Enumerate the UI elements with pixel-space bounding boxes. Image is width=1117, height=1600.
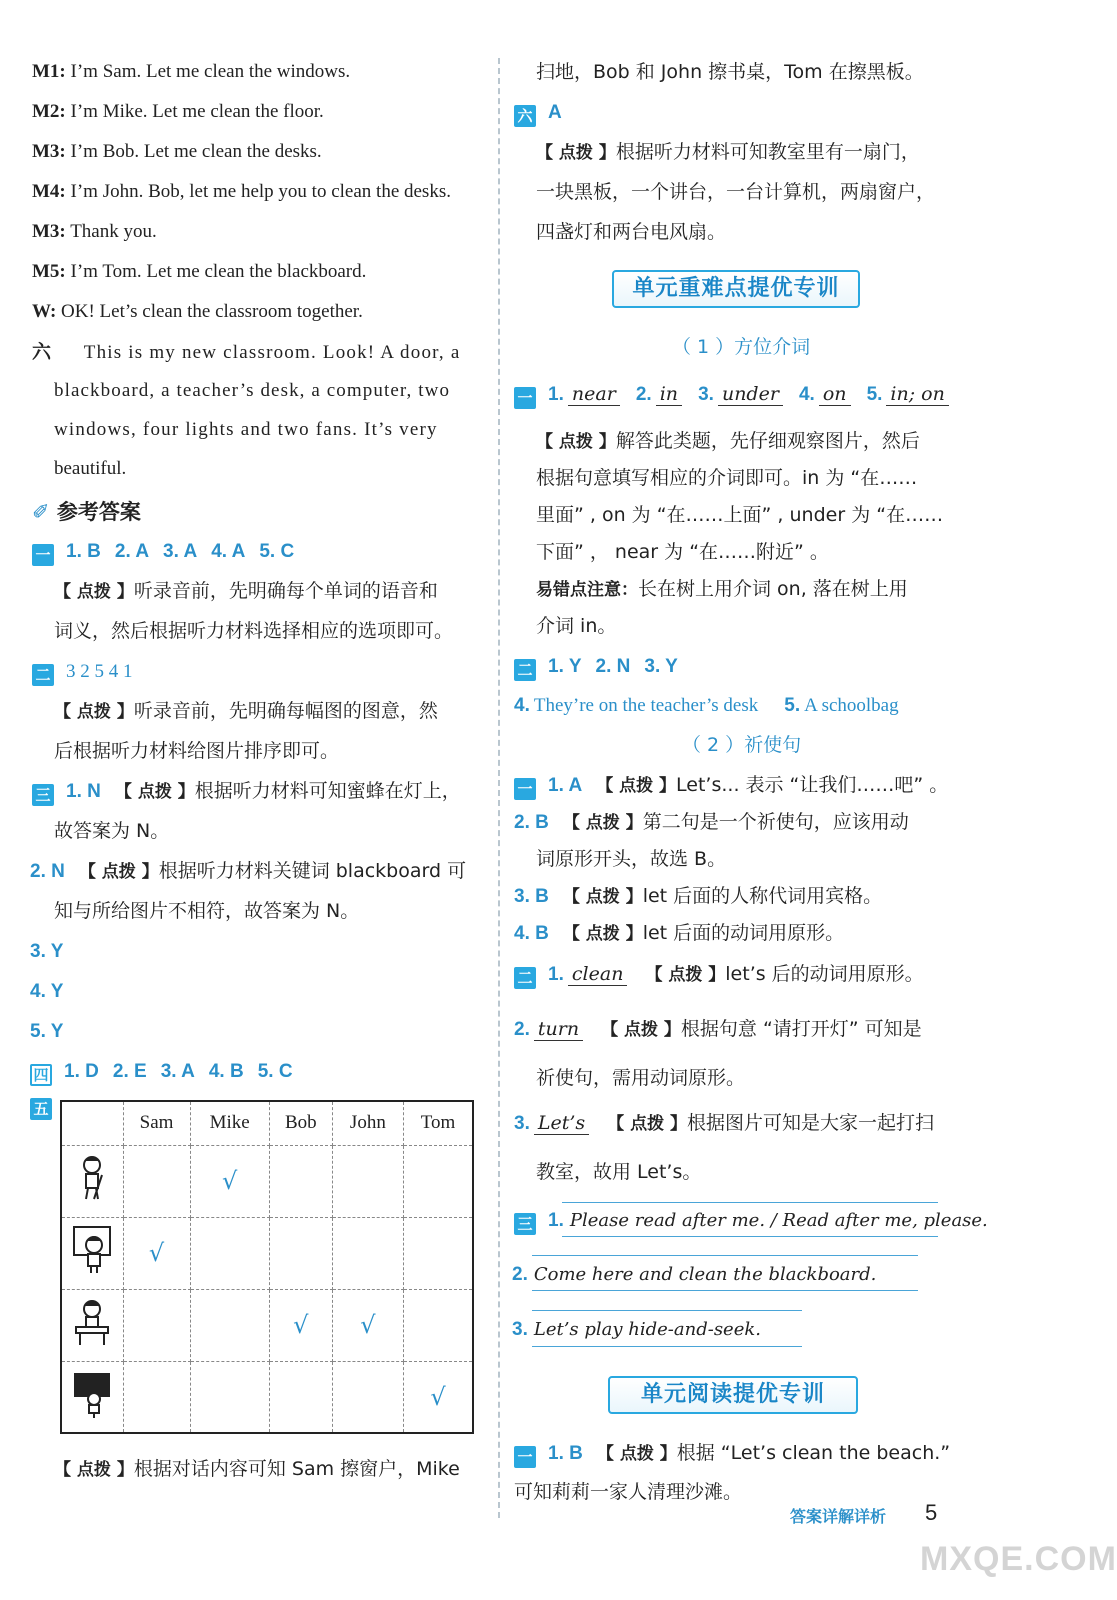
table-row bbox=[61, 1217, 473, 1289]
dialogue-line-1: M1: I’m Sam. Let me clean the windows. bbox=[32, 61, 351, 82]
imp3-q2: 2. Come here and clean the blackboard. bbox=[512, 1264, 877, 1285]
tip-five: 【 点拨 】根据对话内容可知 Sam 擦窗户，Mike bbox=[54, 1458, 460, 1480]
table-cell bbox=[269, 1361, 332, 1433]
imp3-q1: 三 1. Please read after me. / Read after me, please. bbox=[514, 1206, 988, 1235]
tip-prep-line-4: 下面” ， near 为 “在……附近” 。 bbox=[536, 541, 829, 563]
section-marker-imp-one: 一 bbox=[514, 778, 536, 800]
table-cell bbox=[332, 1145, 403, 1217]
table-cell: √ bbox=[269, 1289, 332, 1361]
table-header-tom: Tom bbox=[403, 1101, 473, 1145]
answer-three-q1: 三 1. N 【 点拨 】根据听力材料可知蜜蜂在灯上， bbox=[32, 777, 461, 806]
section-marker-six-answer: 六 bbox=[514, 105, 536, 127]
section-marker-imp-three: 三 bbox=[514, 1213, 536, 1235]
answer-four-row: 四 1. D 2. E 3. A 4. B 5. C bbox=[30, 1057, 307, 1086]
prep2-answers-row: 二 1. Y 2. N 3. Y bbox=[514, 652, 692, 681]
picture-cell bbox=[61, 1289, 123, 1361]
answer-three-q2: 2. N 【 点拨 】根据听力材料关键词 blackboard 可 bbox=[30, 860, 467, 882]
tip-two-line-1: 【 点拨 】听录音前，先明确每幅图的图意，然 bbox=[54, 700, 438, 722]
section-header-key-points: 单元重难点提优专训 bbox=[612, 270, 860, 308]
table-header-row bbox=[61, 1101, 473, 1145]
table-row bbox=[61, 1361, 473, 1433]
page-number: 5 bbox=[925, 1500, 938, 1525]
table-cell bbox=[403, 1217, 473, 1289]
dialogue-line-5: M3: Thank you. bbox=[32, 221, 157, 242]
section-marker-two: 二 bbox=[32, 664, 54, 686]
imp1-q4: 4. B 【 点拨 】let 后面的动词用原形。 bbox=[514, 922, 845, 944]
imp2-q3-cont: 教室，故用 Let’s。 bbox=[536, 1161, 702, 1183]
writing-rule bbox=[562, 1236, 938, 1237]
table-cell: √ bbox=[190, 1145, 269, 1217]
table-cell bbox=[123, 1289, 190, 1361]
answer-three-q2-cont: 知与所给图片不相符，故答案为 N。 bbox=[54, 900, 360, 922]
cleaning-task-table bbox=[60, 1100, 474, 1434]
footer-logo: 答案详解详析 bbox=[790, 1507, 887, 1526]
writing-rule bbox=[532, 1310, 802, 1311]
tip-six-line-1: 【 点拨 】根据听力材料可知教室里有一扇门， bbox=[536, 141, 920, 163]
tip-prep-line-2: 根据句意填写相应的介词即可。in 为 “在…… bbox=[536, 467, 918, 489]
imp2-q1: 二 1. clean 【 点拨 】let’s 后的动词用原形。 bbox=[514, 960, 924, 989]
table-cell bbox=[190, 1361, 269, 1433]
table-cell bbox=[403, 1145, 473, 1217]
dialogue-line-2: M2: I’m Mike. Let me clean the floor. bbox=[32, 101, 324, 122]
section-marker-prep-one: 一 bbox=[514, 387, 536, 409]
table-cell bbox=[123, 1145, 190, 1217]
table-row bbox=[61, 1289, 473, 1361]
imp2-q2: 2. turn 【 点拨 】根据句意 “请打开灯” 可知是 bbox=[514, 1018, 922, 1040]
boy-window-icon bbox=[72, 1225, 112, 1275]
table-row bbox=[61, 1145, 473, 1217]
table-cell: √ bbox=[123, 1217, 190, 1289]
table-cell bbox=[332, 1217, 403, 1289]
reading-q1-cont: 可知莉莉一家人清理沙滩。 bbox=[514, 1481, 743, 1503]
table-cell bbox=[269, 1217, 332, 1289]
imp1-q2: 2. B 【 点拨 】第二句是一个祈使句，应该用动 bbox=[514, 811, 909, 833]
reading-q1: 一 1. B 【 点拨 】根据 “Let’s clean the beach.” bbox=[514, 1439, 950, 1468]
writing-rule bbox=[562, 1202, 938, 1203]
writing-rule bbox=[532, 1346, 802, 1347]
prep-answers-row: 一 1. near 2. in 3. under 4. on 5. in; on bbox=[514, 380, 949, 409]
passage-line-4: beautiful. bbox=[54, 458, 127, 479]
dialogue-line-6: M5: I’m Tom. Let me clean the blackboard. bbox=[32, 261, 367, 282]
table-cell bbox=[403, 1289, 473, 1361]
tip-prep-line-1: 【 点拨 】解答此类题，先仔细观察图片，然后 bbox=[536, 430, 920, 452]
section-marker-four: 四 bbox=[30, 1064, 52, 1086]
tip-six-line-2: 一块黑板，一个讲台，一台计算机，两扇窗户， bbox=[536, 181, 936, 203]
answer-three-q4: 4. Y bbox=[30, 981, 64, 1002]
tip-prep-line-3: 里面” , on 为 “在……上面” , under 为 “在…… bbox=[536, 504, 944, 526]
passage-line-2: blackboard, a teacher’s desk, a computer, two bbox=[54, 380, 451, 401]
table-header-bob: Bob bbox=[269, 1101, 332, 1145]
prep2-answers-row-2: 4. They’re on the teacher’s desk 5. A schoolbag bbox=[514, 695, 899, 716]
writing-rule bbox=[532, 1290, 918, 1291]
imp1-q1: 一 1. A 【 点拨 】Let’s... 表示 “让我们……吧” 。 bbox=[514, 771, 948, 800]
dialogue-line-3: M3: I’m Bob. Let me clean the desks. bbox=[32, 141, 322, 162]
passage-line-3: windows, four lights and two fans. It’s very bbox=[54, 419, 438, 440]
section-marker-reading-one: 一 bbox=[514, 1446, 536, 1468]
tip-one-line-1: 【 点拨 】听录音前，先明确每个单词的语音和 bbox=[54, 580, 438, 602]
subsection-prepositions: （ 1 ）方位介词 bbox=[672, 336, 811, 358]
boy-desk-icon bbox=[72, 1297, 112, 1347]
table-cell: √ bbox=[332, 1289, 403, 1361]
boy-sweeping-icon bbox=[72, 1153, 112, 1203]
writing-rule bbox=[532, 1255, 918, 1256]
answer-six-row: 六 A bbox=[514, 98, 576, 127]
section-marker-five: 五 bbox=[30, 1098, 52, 1120]
table-cell bbox=[269, 1145, 332, 1217]
subsection-imperatives: （ 2 ）祈使句 bbox=[682, 734, 802, 756]
table-header-john: John bbox=[332, 1101, 403, 1145]
section-marker-imp-two: 二 bbox=[514, 967, 536, 989]
column-divider bbox=[498, 58, 500, 1518]
table-cell bbox=[190, 1217, 269, 1289]
tip-two-line-2: 后根据听力材料给图片排序即可。 bbox=[54, 740, 340, 762]
dialogue-line-4: M4: I’m John. Bob, let me help you to clean the desks. bbox=[32, 181, 451, 202]
paperclip-icon: ✐ bbox=[32, 500, 50, 524]
blackboard-icon bbox=[72, 1369, 112, 1419]
passage-six: 六 This is my new classroom. Look! A door, a bbox=[32, 341, 461, 363]
table-cell bbox=[332, 1361, 403, 1433]
table-corner-cell bbox=[61, 1101, 123, 1145]
answer-two-row: 二 3 2 5 4 1 bbox=[32, 657, 147, 686]
imp3-q3: 3. Let’s play hide-and-seek. bbox=[512, 1319, 761, 1340]
continued-tip-line: 扫地，Bob 和 John 擦书桌，Tom 在擦黑板。 bbox=[536, 61, 924, 83]
table-header-mike: Mike bbox=[190, 1101, 269, 1145]
section-marker-three: 三 bbox=[32, 784, 54, 806]
answer-one-row: 一 1. B 2. A 3. A 4. A 5. C bbox=[32, 537, 308, 566]
watermark: MXQE.COM bbox=[920, 1540, 1117, 1578]
tip-six-line-3: 四盏灯和两台电风扇。 bbox=[536, 221, 727, 243]
table-cell: √ bbox=[403, 1361, 473, 1433]
section-marker-six: 六 bbox=[32, 341, 52, 363]
table-header-sam: Sam bbox=[123, 1101, 190, 1145]
imp2-q2-cont: 祈使句，需用动词原形。 bbox=[536, 1067, 746, 1089]
error-note-line-2: 介词 in。 bbox=[536, 615, 617, 637]
answer-three-q3: 3. Y bbox=[30, 941, 64, 962]
table-cell bbox=[190, 1289, 269, 1361]
imp2-q3: 3. Let’s 【 点拨 】根据图片可知是大家一起打扫 bbox=[514, 1112, 935, 1134]
section-header-reading: 单元阅读提优专训 bbox=[608, 1376, 858, 1414]
imp1-q2-cont: 词原形开头，故选 B。 bbox=[536, 848, 727, 870]
answer-three-q5: 5. Y bbox=[30, 1021, 64, 1042]
reference-answers-title: ✐ 参考答案 bbox=[32, 500, 141, 524]
imp1-q3: 3. B 【 点拨 】let 后面的人称代词用宾格。 bbox=[514, 885, 883, 907]
picture-cell bbox=[61, 1145, 123, 1217]
tip-one-line-2: 词义，然后根据听力材料选择相应的选项即可。 bbox=[54, 620, 454, 642]
table-cell bbox=[123, 1361, 190, 1433]
section-marker-one: 一 bbox=[32, 544, 54, 566]
section-marker-prep-two: 二 bbox=[514, 659, 536, 681]
dialogue-line-7: W: OK! Let’s clean the classroom together. bbox=[32, 301, 363, 322]
picture-cell bbox=[61, 1361, 123, 1433]
error-note-line-1: 易错点注意：长在树上用介词 on, 落在树上用 bbox=[536, 578, 908, 600]
answer-three-q1-cont: 故答案为 N。 bbox=[54, 820, 170, 842]
picture-cell bbox=[61, 1217, 123, 1289]
